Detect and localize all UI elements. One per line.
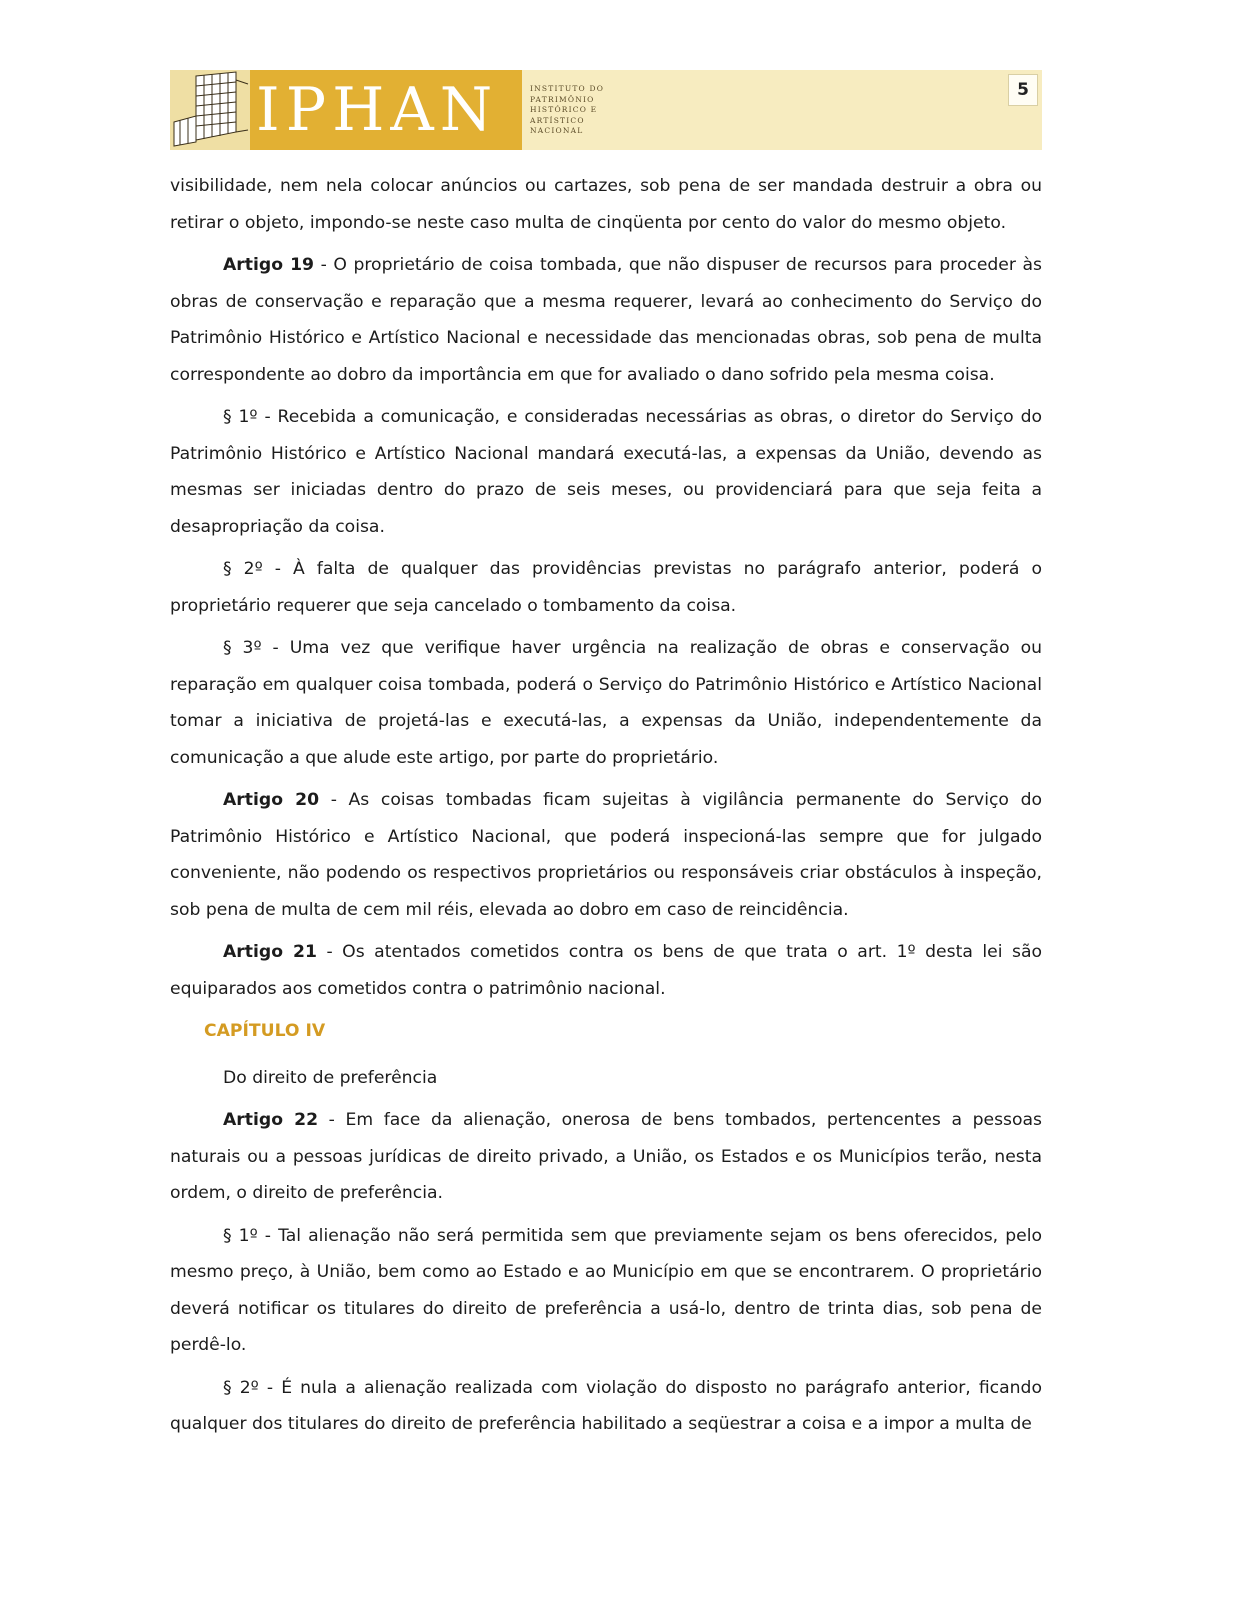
chapter-subtitle: Do direito de preferência — [223, 1067, 438, 1088]
logo-wordmark: IPHAN — [256, 75, 499, 145]
article-label: Artigo 19 — [223, 255, 315, 275]
institute-line: PATRIMÔNIO — [530, 94, 595, 104]
paragraph: § 1º - Recebida a comunicação, e consideradas necessárias as obras, o diretor do Serviço do Patrimônio Histórico e Artístico Nacional mandará executá-las, a expensas da União, devendo as mesmas ser iniciadas dentro do prazo de seis meses, ou providenciará para que seja feita a desapropriação da coisa. — [170, 407, 1042, 537]
paragraph-artigo-22: Artigo 22 - Em face da alienação, onerosa de bens tombados, pertencentes a pessoas naturais ou a pessoas jurídicas de direito privado, a União, os Estados e os Municípios terão, nesta ordem, o direito de preferência. — [170, 1110, 1042, 1203]
paragraph: § 3º - Uma vez que verifique haver urgência na realização de obras e conservação ou reparação em qualquer coisa tombada, poderá o Serviço do Patrimônio Histórico e Artístico Nacional tomar a iniciativa de projetá-las e executá-las, a expensas da União, independentemente da comunicação a que alude este artigo, por parte do proprietário. — [170, 638, 1042, 768]
page-header — [170, 70, 1042, 150]
paragraph: § 2º - À falta de qualquer das providências previstas no parágrafo anterior, poderá o proprietário requerer que seja cancelado o tombamento da coisa. — [170, 559, 1042, 616]
building-drawing-icon — [170, 70, 250, 150]
paragraph: visibilidade, nem nela colocar anúncios ou cartazes, sob pena de ser mandada destruir a obra ou retirar o objeto, impondo-se neste caso multa de cinqüenta por cento do valor do mesmo objeto. — [170, 176, 1042, 233]
iphan-logo — [170, 70, 522, 150]
paragraph-artigo-21: Artigo 21 - Os atentados cometidos contra os bens de que trata o art. 1º desta lei são equiparados aos cometidos contra o patrimônio nacional. — [170, 942, 1042, 999]
institute-name — [530, 84, 620, 137]
article-label: Artigo 20 — [223, 790, 320, 810]
document-body — [170, 168, 1042, 1449]
paragraph-artigo-19: Artigo 19 - O proprietário de coisa tombada, que não dispuser de recursos para proceder às obras de conservação e reparação que a mesma requerer, levará ao conhecimento do Serviço do Patrimônio Histórico e Artístico Nacional e necessidade das mencionadas obras, sob pena de multa correspondente ao dobro da importância em que for avaliado o dano sofrido pela mesma coisa. — [170, 255, 1043, 385]
institute-line: NACIONAL — [530, 126, 584, 135]
paragraph: § 1º - Tal alienação não será permitida sem que previamente sejam os bens oferecidos, pelo mesmo preço, à União, bem como ao Estado e ao Município em que se encontrarem. O proprietário deverá notificar os titulares do direito de preferência a usá-lo, dentro de trinta dias, sob pena de perdê-lo. — [170, 1225, 1042, 1355]
institute-line: INSTITUTO DO — [530, 84, 605, 93]
institute-line: ARTÍSTICO — [530, 115, 585, 125]
paragraph-artigo-20: Artigo 20 - As coisas tombadas ficam sujeitas à vigilância permanente do Serviço do Patrimônio Histórico e Artístico Nacional, que poderá inspecioná-las sempre que for julgado conveniente, não podendo os respectivos proprietários ou responsáveis criar obstáculos à inspeção, sob pena de multa de cem mil réis, elevada ao dobro em caso de reincidência. — [170, 790, 1042, 920]
article-label: Artigo 22 — [223, 1110, 319, 1130]
institute-line: HISTÓRICO E — [530, 105, 598, 114]
page-number: 5 — [1008, 74, 1038, 106]
article-label: Artigo 21 — [223, 942, 317, 962]
chapter-title: CAPÍTULO IV — [204, 1021, 326, 1041]
paragraph: § 2º - É nula a alienação realizada com violação do disposto no parágrafo anterior, ficando qualquer dos titulares do direito de preferência habilitado a seqüestrar a coisa e a impor a multa de — [170, 1377, 1042, 1434]
